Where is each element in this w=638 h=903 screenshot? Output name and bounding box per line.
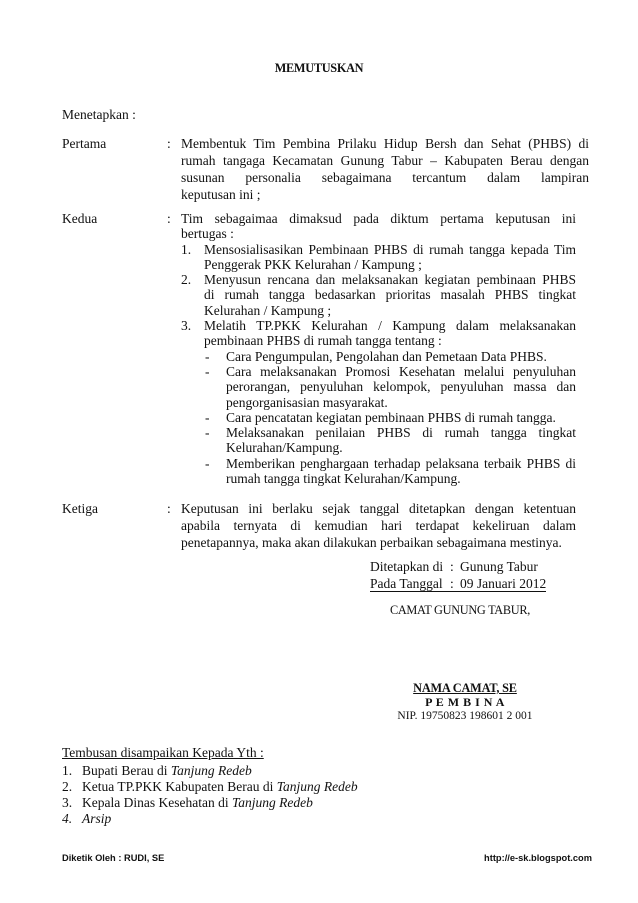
dash-marker: - [205,455,210,471]
signatory-rank: P E M B I N A [425,695,505,709]
list-number: 1. [62,763,73,778]
recipient-place: Tanjung Redeb [170,763,252,778]
sub-list-item [204,364,576,410]
section-colon: : [167,501,171,516]
section-label: Kedua [62,211,98,226]
text-line: rumah tangaga Kecamatan Gunung Tabur – Kabupaten Berau dengan [181,153,589,168]
sub-list-item [204,456,576,487]
section-pertama [0,135,638,203]
section-body [181,135,589,203]
place-value: Gunung Tabur [460,559,538,574]
list-number: 1. [181,241,192,257]
recipient-text: Kepala Dinas Kesehatan di [82,795,229,810]
text-line: Penggerak PKK Kelurahan / Kampung ; [204,256,422,272]
text-line: Keputusan ini berlaku sejak tanggal ditetapkan dengan ketentuan [181,501,576,516]
section-label: Pertama [62,136,107,151]
section-colon: : [167,211,171,226]
recipient-text: Ketua TP.PKK Kabupaten Berau di [82,779,274,794]
tembusan-heading: Tembusan disampaikan Kepada Yth : [62,745,264,760]
list-number: 3. [62,795,73,810]
list-item [62,763,358,779]
text-line: perorangan, penyuluhan kelompok, penyuluhan massa dan [226,379,576,395]
text-line: Cara pencatatan kegiatan pembinaan PHBS di rumah tangga. [226,409,556,425]
signature-place-row [370,558,538,575]
sub-list-item [204,349,576,364]
list-item [62,795,358,811]
text-line: Kelurahan/Kampung. [226,440,343,456]
date-label: Pada Tanggal [370,576,443,591]
list-item [62,811,358,827]
section-body [181,500,576,551]
recipient-place: Tanjung Redeb [231,795,313,810]
text-line: apabila ternyata di kemudian hari terdapat kekeliruan dalam [181,518,576,533]
text-line: Menyusun rencana dan melaksanakan kegiatan pembinaan PHBS [204,272,576,288]
section-kedua [0,211,638,486]
text-line: pengorganisasian masyarakat. [226,394,388,410]
list-number: 2. [181,272,192,288]
signature-office: CAMAT GUNUNG TABUR, [389,603,531,617]
date-colon: : [450,576,454,591]
tembusan-list [62,763,358,827]
footer-typist: Diketik Oleh : RUDI, SE [62,853,165,863]
place-colon: : [450,559,454,574]
list-item [181,318,576,486]
sub-list-item [204,410,576,425]
recipient-text: Bupati Berau di [82,763,168,778]
text-line: penetapannya, maka akan dilakukan perbaikan sebagaimana mestinya. [181,535,562,550]
place-label: Ditetapkan di [370,559,444,574]
signature-date-row [370,576,546,592]
dash-marker: - [205,348,210,364]
dash-marker: - [205,409,210,425]
text-line: Mensosialisasikan Pembinaan PHBS di rumah tangga kepada Tim [204,241,576,257]
text-line: Memberikan penghargaan terhadap pelaksana terbaik PHBS di [226,455,576,471]
list-number: 2. [62,779,73,794]
section-colon: : [167,136,171,151]
section-body [181,211,576,486]
text-line: Cara melaksanakan Promosi Kesehatan melalui penyuluhan [226,363,576,379]
recipient-text: Arsip [82,811,112,826]
text-line: bertugas : [181,226,234,242]
signatory-block [365,680,565,724]
section-ketiga [0,500,638,551]
text-line: Cara Pengumpulan, Pengolahan dan Pemetaan Data PHBS. [226,348,547,364]
text-line: keputusan ini ; [181,187,261,202]
signatory-nip: NIP. 19750823 198601 2 001 [397,710,533,722]
section-label: Ketiga [62,501,98,516]
list-number: 3. [181,318,192,334]
text-line: Tim sebagaimaa dimaksud pada diktum pertama keputusan ini [181,211,576,226]
footer-url: http://e-sk.blogspot.com [484,853,592,863]
list-item [181,272,576,318]
recipient-place: Tanjung Redeb [276,779,358,794]
list-number: 4. [62,811,73,826]
dash-marker: - [205,425,210,441]
text-line: pembinaan PHBS di rumah tangga tentang : [204,333,442,349]
text-line: rumah tangga tingkat Kelurahan/Kampung. [226,471,461,487]
list-item [62,779,358,795]
text-line: susunan personalia sebagaimana tercantum dalam lampiran [181,170,589,185]
text-line: Melatih TP.PKK Kelurahan / Kampung dalam melaksanakan [204,318,576,334]
list-item [181,242,576,273]
dash-marker: - [205,363,210,379]
text-line: Membentuk Tim Pembina Prilaku Hidup Bersh dan Sehat (PHBS) di [181,136,589,151]
sub-list-item [204,425,576,456]
signatory-name: NAMA CAMAT, SE [413,681,517,695]
document-heading: MEMUTUSKAN [274,61,364,75]
text-line: Melaksanakan penilaian PHBS di rumah tangga tingkat [226,425,576,441]
text-line: di rumah tangga bedasarkan prioritas masalah PHBS tingkat [204,287,576,303]
text-line: Kelurahan / Kampung ; [204,302,332,318]
menetapkan-label: Menetapkan : [62,107,136,122]
date-value: 09 Januari 2012 [460,576,547,591]
